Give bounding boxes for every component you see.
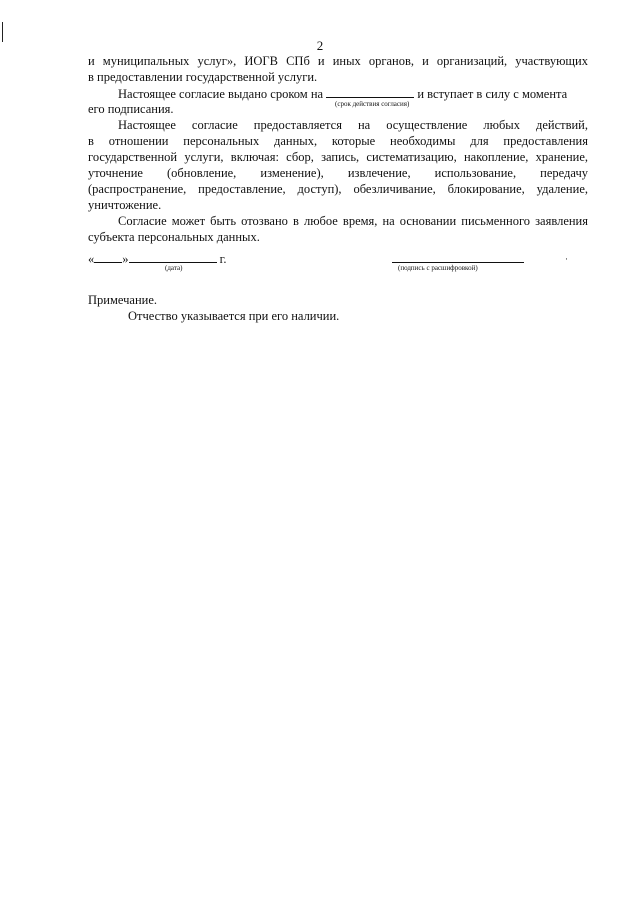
- note-title: Примечание.: [88, 293, 158, 307]
- date-month-year-blank[interactable]: [129, 250, 217, 263]
- consent-term-caption: (срок действия согласия): [335, 100, 410, 108]
- paragraph-line: (распространение, предоставление, доступ), обезличивание, блокирование, удаление,: [88, 182, 588, 196]
- date-caption: (дата): [165, 264, 183, 272]
- paragraph-actions: [88, 117, 588, 213]
- page-number: 2: [316, 38, 324, 53]
- consent-term-suffix: и вступает в силу с момента: [417, 87, 568, 101]
- date-year-suffix: г.: [219, 252, 227, 266]
- paragraph-line: и муниципальных услуг», ИОГВ СПб и иных органов, и организаций, участвующих: [88, 54, 588, 68]
- paragraph-participants: [88, 53, 588, 85]
- paragraph-line: государственной услуги, включая: сбор, запись, систематизацию, накопление, хранение,: [88, 150, 588, 164]
- date-open-quote: «: [88, 252, 95, 266]
- signature-blank[interactable]: [392, 262, 524, 263]
- paragraph-line: в предоставлении государственной услуги.: [88, 70, 318, 84]
- paragraph-line: Согласие может быть отозвано в любое время, на основании письменного заявления: [118, 214, 588, 228]
- date-day-blank[interactable]: [94, 250, 122, 263]
- paragraph-revocation: [88, 213, 588, 245]
- consent-term-blank[interactable]: [326, 85, 414, 98]
- consent-term-prefix: Настоящее согласие выдано сроком на: [118, 87, 324, 101]
- signature-caption: (подпись с расшифровкой): [398, 264, 478, 272]
- paragraph-line: Настоящее согласие предоставляется на осуществление любых действий,: [118, 118, 588, 132]
- scan-speck: ·: [565, 254, 568, 264]
- note-text: Отчество указывается при его наличии.: [128, 309, 340, 323]
- consent-term-line-2: его подписания.: [88, 102, 174, 116]
- paragraph-line: уничтожение.: [88, 198, 162, 212]
- date-close-quote: »: [122, 252, 129, 266]
- paragraph-line: уточнение (обновление, изменение), извлечение, использование, передачу: [88, 166, 588, 180]
- paragraph-line: субъекта персональных данных.: [88, 230, 260, 244]
- date-field: [88, 250, 226, 267]
- paragraph-line: в отношении персональных данных, которые необходимы для предоставления: [88, 134, 588, 148]
